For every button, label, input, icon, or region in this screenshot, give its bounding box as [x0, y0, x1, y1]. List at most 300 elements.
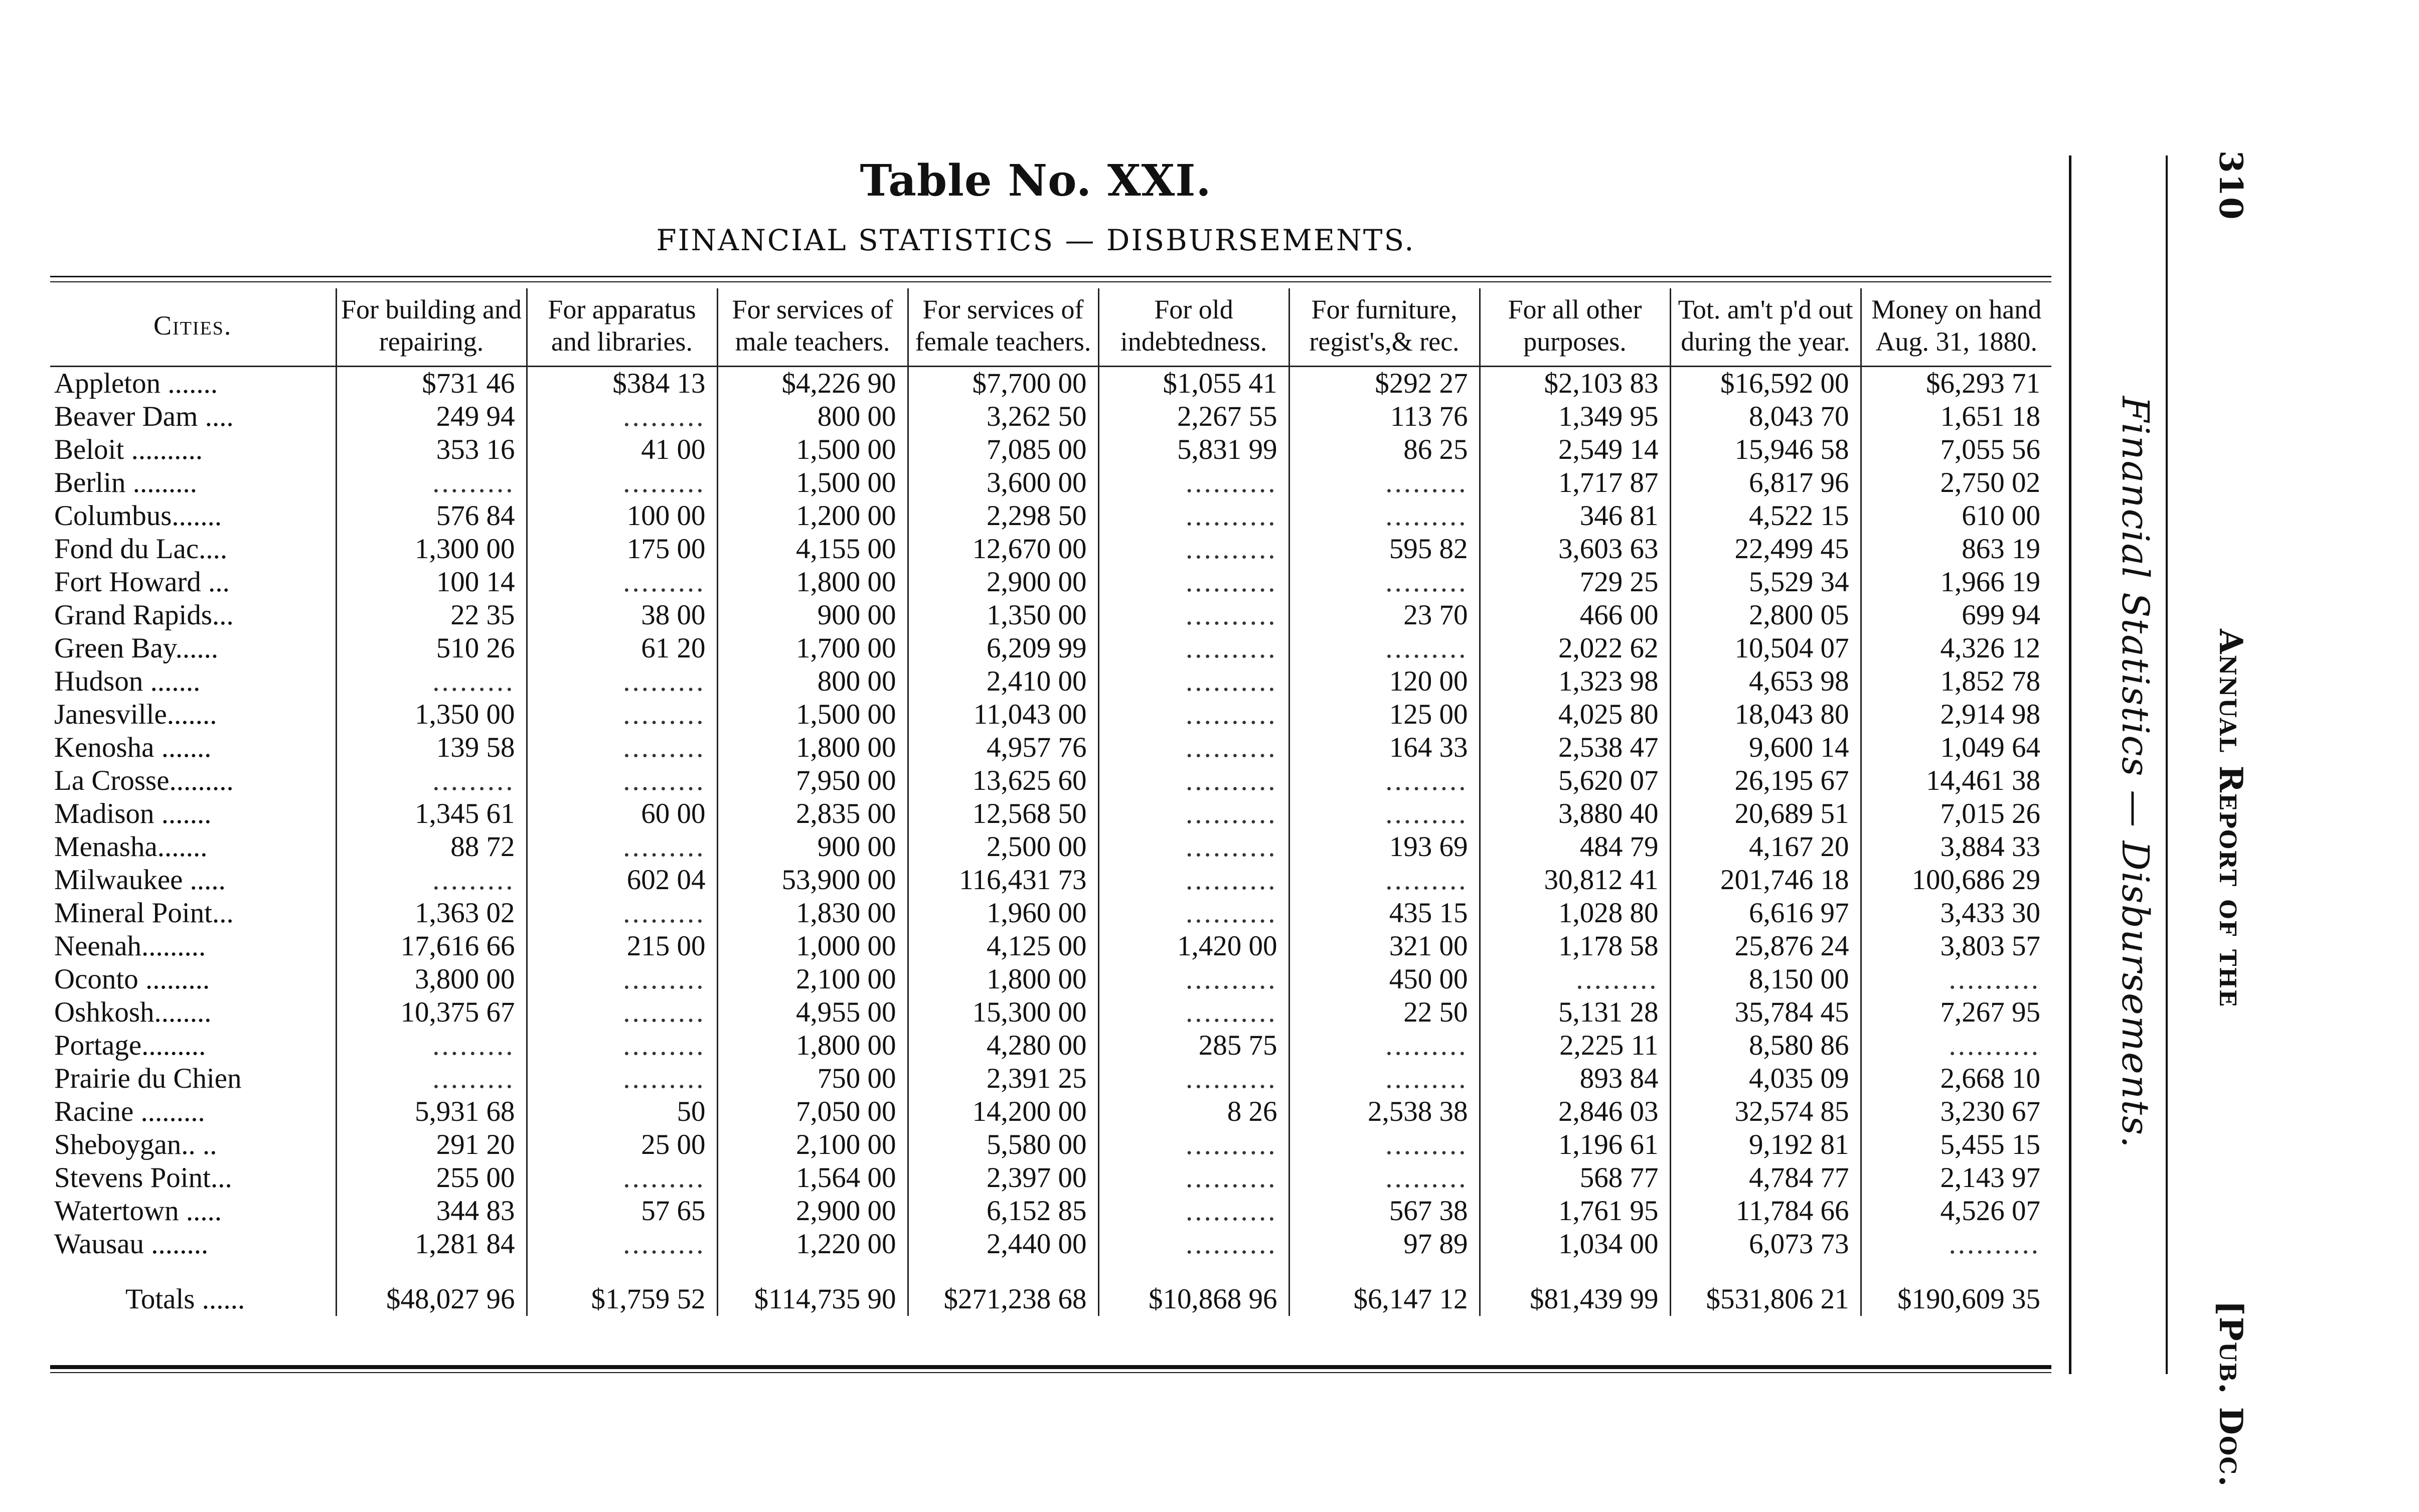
- amount-cell: .........: [1289, 797, 1480, 830]
- amount-cell: 2,225 11: [1480, 1029, 1670, 1062]
- amount-cell: 1,800 00: [717, 566, 908, 599]
- amount-cell: 3,433 30: [1861, 897, 2051, 930]
- amount-cell: 1,363 02: [336, 897, 527, 930]
- amount-cell: 4,155 00: [717, 533, 908, 566]
- table-bottom-rule: [50, 1365, 2051, 1369]
- amount-cell: 1,000 00: [717, 930, 908, 963]
- amount-cell: 1,345 61: [336, 797, 527, 830]
- amount-cell: 113 76: [1289, 400, 1480, 433]
- spacer-cell: [336, 1261, 527, 1278]
- amount-cell: 7,015 26: [1861, 797, 2051, 830]
- amount-cell: .........: [527, 963, 717, 996]
- city-name-cell: La Crosse.........: [54, 765, 234, 796]
- amount-cell: 4,784 77: [1670, 1161, 1861, 1195]
- amount-cell: 1,800 00: [717, 1029, 908, 1062]
- amount-cell: ..........: [1098, 731, 1289, 764]
- total-amount-cell: $6,147 12: [1289, 1278, 1480, 1316]
- amount-cell: 255 00: [336, 1161, 527, 1195]
- spacer-row: [50, 1261, 2051, 1278]
- amount-cell: 863 19: [1861, 533, 2051, 566]
- amount-cell: 800 00: [717, 400, 908, 433]
- amount-cell: 800 00: [717, 665, 908, 698]
- table-row: [50, 930, 2051, 963]
- amount-cell: 120 00: [1289, 665, 1480, 698]
- amount-cell: 1,281 84: [336, 1228, 527, 1261]
- total-amount-cell: $1,759 52: [527, 1278, 717, 1316]
- amount-cell: .........: [336, 466, 527, 499]
- city-name-cell: Kenosha .......: [54, 732, 212, 763]
- amount-cell: .........: [527, 1161, 717, 1195]
- amount-cell: 6,152 85: [908, 1195, 1098, 1228]
- amount-cell: 2,143 97: [1861, 1161, 2051, 1195]
- table-row: [50, 996, 2051, 1029]
- amount-cell: ..........: [1861, 1029, 2051, 1062]
- amount-cell: 38 00: [527, 599, 717, 632]
- amount-cell: 7,950 00: [717, 764, 908, 797]
- amount-cell: 86 25: [1289, 433, 1480, 466]
- amount-cell: .........: [336, 1029, 527, 1062]
- amount-cell: $16,592 00: [1670, 367, 1861, 401]
- amount-cell: 8,580 86: [1670, 1029, 1861, 1062]
- table-row: [50, 599, 2051, 632]
- amount-cell: 7,085 00: [908, 433, 1098, 466]
- amount-cell: 18,043 80: [1670, 698, 1861, 731]
- table-row: [50, 731, 2051, 764]
- amount-cell: 576 84: [336, 499, 527, 533]
- margin-rule-outer: [2166, 155, 2168, 1374]
- city-name-cell: Appleton .......: [54, 368, 218, 399]
- city-name-cell: Menasha.......: [54, 831, 208, 863]
- amount-cell: 346 81: [1480, 499, 1670, 533]
- amount-cell: .........: [336, 864, 527, 897]
- amount-cell: 6,209 99: [908, 632, 1098, 665]
- amount-cell: 435 15: [1289, 897, 1480, 930]
- city-name-cell: Columbus.......: [54, 500, 222, 532]
- amount-cell: 22 35: [336, 599, 527, 632]
- amount-cell: 1,196 61: [1480, 1128, 1670, 1161]
- amount-cell: 2,538 47: [1480, 731, 1670, 764]
- table-row: [50, 466, 2051, 499]
- amount-cell: 2,750 02: [1861, 466, 2051, 499]
- amount-cell: 10,504 07: [1670, 632, 1861, 665]
- amount-cell: 5,529 34: [1670, 566, 1861, 599]
- amount-cell: 23 70: [1289, 599, 1480, 632]
- amount-cell: 1,034 00: [1480, 1228, 1670, 1261]
- table-row: [50, 1128, 2051, 1161]
- amount-cell: 2,846 03: [1480, 1095, 1670, 1128]
- amount-cell: ..........: [1098, 1195, 1289, 1228]
- amount-cell: 1,350 00: [908, 599, 1098, 632]
- amount-cell: .........: [336, 1062, 527, 1095]
- amount-cell: 35,784 45: [1670, 996, 1861, 1029]
- amount-cell: ..........: [1098, 466, 1289, 499]
- amount-cell: 2,800 05: [1670, 599, 1861, 632]
- amount-cell: 3,600 00: [908, 466, 1098, 499]
- amount-cell: 100 00: [527, 499, 717, 533]
- city-name-cell: Beloit ..........: [54, 434, 203, 465]
- amount-cell: 2,900 00: [908, 566, 1098, 599]
- amount-cell: 1,349 95: [1480, 400, 1670, 433]
- amount-cell: 13,625 60: [908, 764, 1098, 797]
- amount-cell: 2,100 00: [717, 963, 908, 996]
- amount-cell: 2,549 14: [1480, 433, 1670, 466]
- city-name-cell: Milwaukee .....: [54, 864, 226, 896]
- amount-cell: 17,616 66: [336, 930, 527, 963]
- amount-cell: 450 00: [1289, 963, 1480, 996]
- city-name-cell: Racine .........: [54, 1096, 205, 1127]
- amount-cell: ..........: [1098, 1128, 1289, 1161]
- amount-cell: 32,574 85: [1670, 1095, 1861, 1128]
- amount-cell: 1,028 80: [1480, 897, 1670, 930]
- amount-cell: 60 00: [527, 797, 717, 830]
- amount-cell: .........: [527, 897, 717, 930]
- amount-cell: ..........: [1098, 533, 1289, 566]
- table-row: [50, 698, 2051, 731]
- amount-cell: 1,830 00: [717, 897, 908, 930]
- amount-cell: 5,831 99: [1098, 433, 1289, 466]
- amount-cell: 4,025 80: [1480, 698, 1670, 731]
- table-row: [50, 764, 2051, 797]
- amount-cell: 164 33: [1289, 731, 1480, 764]
- amount-cell: 201,746 18: [1670, 864, 1861, 897]
- amount-cell: .........: [527, 698, 717, 731]
- spacer-cell: [1098, 1261, 1289, 1278]
- amount-cell: 1,800 00: [908, 963, 1098, 996]
- amount-cell: 2,298 50: [908, 499, 1098, 533]
- amount-cell: 4,125 00: [908, 930, 1098, 963]
- city-name-cell: Fort Howard ...: [54, 566, 230, 598]
- column-header-cities: Cities.: [50, 288, 336, 367]
- amount-cell: .........: [527, 466, 717, 499]
- amount-cell: 1,500 00: [717, 433, 908, 466]
- amount-cell: 1,323 98: [1480, 665, 1670, 698]
- column-header: For building and repairing.: [336, 288, 527, 367]
- amount-cell: 4,957 76: [908, 731, 1098, 764]
- amount-cell: 1,800 00: [717, 731, 908, 764]
- doc-marker: [Pub. Doc.: [2212, 1300, 2249, 1488]
- amount-cell: 2,538 38: [1289, 1095, 1480, 1128]
- amount-cell: 893 84: [1480, 1062, 1670, 1095]
- amount-cell: ..........: [1098, 996, 1289, 1029]
- table-row: [50, 566, 2051, 599]
- amount-cell: 4,280 00: [908, 1029, 1098, 1062]
- amount-cell: 4,955 00: [717, 996, 908, 1029]
- amount-cell: 510 26: [336, 632, 527, 665]
- amount-cell: 15,300 00: [908, 996, 1098, 1029]
- amount-cell: 11,784 66: [1670, 1195, 1861, 1228]
- amount-cell: 484 79: [1480, 830, 1670, 864]
- amount-cell: 175 00: [527, 533, 717, 566]
- table-row: [50, 433, 2051, 466]
- amount-cell: 2,900 00: [717, 1195, 908, 1228]
- table-row: [50, 367, 2051, 401]
- amount-cell: 53,900 00: [717, 864, 908, 897]
- amount-cell: 2,835 00: [717, 797, 908, 830]
- amount-cell: $7,700 00: [908, 367, 1098, 401]
- amount-cell: 5,620 07: [1480, 764, 1670, 797]
- amount-cell: ..........: [1098, 864, 1289, 897]
- amount-cell: 4,653 98: [1670, 665, 1861, 698]
- amount-cell: .........: [527, 1228, 717, 1261]
- amount-cell: .........: [527, 996, 717, 1029]
- amount-cell: 568 77: [1480, 1161, 1670, 1195]
- amount-cell: 321 00: [1289, 930, 1480, 963]
- city-name-cell: Madison .......: [54, 798, 212, 829]
- amount-cell: 1,420 00: [1098, 930, 1289, 963]
- spacer-cell: [527, 1261, 717, 1278]
- amount-cell: 6,073 73: [1670, 1228, 1861, 1261]
- amount-cell: 3,800 00: [336, 963, 527, 996]
- amount-cell: .........: [527, 400, 717, 433]
- amount-cell: 1,500 00: [717, 698, 908, 731]
- amount-cell: $6,293 71: [1861, 367, 2051, 401]
- city-name-cell: Prairie du Chien: [54, 1063, 242, 1094]
- amount-cell: 5,580 00: [908, 1128, 1098, 1161]
- amount-cell: 1,651 18: [1861, 400, 2051, 433]
- amount-cell: 567 38: [1289, 1195, 1480, 1228]
- amount-cell: 3,880 40: [1480, 797, 1670, 830]
- table-row: [50, 830, 2051, 864]
- spacer-cell: [908, 1261, 1098, 1278]
- city-name-cell: Portage.........: [54, 1030, 206, 1061]
- amount-cell: ..........: [1098, 1228, 1289, 1261]
- amount-cell: ..........: [1098, 698, 1289, 731]
- amount-cell: 2,440 00: [908, 1228, 1098, 1261]
- city-name-cell: Hudson .......: [54, 665, 201, 697]
- column-header: For apparatus and libraries.: [527, 288, 717, 367]
- amount-cell: ..........: [1098, 1161, 1289, 1195]
- table-row: [50, 797, 2051, 830]
- amount-cell: 25 00: [527, 1128, 717, 1161]
- amount-cell: $2,103 83: [1480, 367, 1670, 401]
- amount-cell: 2,914 98: [1861, 698, 2051, 731]
- amount-cell: 4,326 12: [1861, 632, 2051, 665]
- totals-row: [50, 1278, 2051, 1316]
- amount-cell: 3,603 63: [1480, 533, 1670, 566]
- amount-cell: .........: [1289, 566, 1480, 599]
- amount-cell: 1,717 87: [1480, 466, 1670, 499]
- amount-cell: 7,267 95: [1861, 996, 2051, 1029]
- table-title: Table No. XXI.: [860, 155, 1212, 206]
- city-name-cell: Stevens Point...: [54, 1162, 232, 1194]
- amount-cell: 602 04: [527, 864, 717, 897]
- amount-cell: 2,500 00: [908, 830, 1098, 864]
- amount-cell: 22,499 45: [1670, 533, 1861, 566]
- amount-cell: 12,670 00: [908, 533, 1098, 566]
- table-row: [50, 897, 2051, 930]
- amount-cell: 61 20: [527, 632, 717, 665]
- amount-cell: 14,200 00: [908, 1095, 1098, 1128]
- city-name-cell: Oconto .........: [54, 963, 210, 995]
- amount-cell: .........: [1480, 963, 1670, 996]
- city-name-cell: Grand Rapids...: [54, 599, 234, 631]
- amount-cell: 100,686 29: [1861, 864, 2051, 897]
- spacer-cell: [717, 1261, 908, 1278]
- amount-cell: $1,055 41: [1098, 367, 1289, 401]
- table-row: [50, 864, 2051, 897]
- amount-cell: 4,167 20: [1670, 830, 1861, 864]
- margin-rule: [2069, 155, 2071, 1374]
- spacer-cell: [1861, 1261, 2051, 1278]
- amount-cell: 193 69: [1289, 830, 1480, 864]
- amount-cell: 1,852 78: [1861, 665, 2051, 698]
- amount-cell: 9,192 81: [1670, 1128, 1861, 1161]
- total-amount-cell: $48,027 96: [336, 1278, 527, 1316]
- column-header: For furniture, regist's,& rec.: [1289, 288, 1480, 367]
- table-row: [50, 400, 2051, 433]
- amount-cell: .........: [1289, 1161, 1480, 1195]
- amount-cell: 1,500 00: [717, 466, 908, 499]
- amount-cell: .........: [527, 566, 717, 599]
- spacer-cell: [1670, 1261, 1861, 1278]
- table-row: [50, 1195, 2051, 1228]
- amount-cell: 3,803 57: [1861, 930, 2051, 963]
- amount-cell: 116,431 73: [908, 864, 1098, 897]
- amount-cell: ..........: [1098, 797, 1289, 830]
- amount-cell: 2,410 00: [908, 665, 1098, 698]
- amount-cell: $292 27: [1289, 367, 1480, 401]
- amount-cell: 1,960 00: [908, 897, 1098, 930]
- amount-cell: 14,461 38: [1861, 764, 2051, 797]
- table-subtitle: FINANCIAL STATISTICS — DISBURSEMENTS.: [656, 223, 1415, 257]
- total-amount-cell: $114,735 90: [717, 1278, 908, 1316]
- amount-cell: 1,350 00: [336, 698, 527, 731]
- amount-cell: 4,035 09: [1670, 1062, 1861, 1095]
- amount-cell: .........: [527, 830, 717, 864]
- amount-cell: 9,600 14: [1670, 731, 1861, 764]
- amount-cell: 1,049 64: [1861, 731, 2051, 764]
- table-row: [50, 963, 2051, 996]
- total-amount-cell: $271,238 68: [908, 1278, 1098, 1316]
- amount-cell: ..........: [1861, 963, 2051, 996]
- amount-cell: 2,397 00: [908, 1161, 1098, 1195]
- disbursements-table: [50, 288, 2051, 1316]
- amount-cell: 26,195 67: [1670, 764, 1861, 797]
- city-name-cell: Beaver Dam ....: [54, 401, 234, 432]
- amount-cell: ..........: [1098, 1062, 1289, 1095]
- amount-cell: 10,375 67: [336, 996, 527, 1029]
- running-title: Financial Statistics — Disbursements.: [2114, 396, 2157, 1149]
- amount-cell: 699 94: [1861, 599, 2051, 632]
- table-row: [50, 499, 2051, 533]
- totals-label: Totals ......: [125, 1283, 245, 1315]
- amount-cell: 6,817 96: [1670, 466, 1861, 499]
- amount-cell: 466 00: [1480, 599, 1670, 632]
- amount-cell: .........: [1289, 499, 1480, 533]
- amount-cell: $4,226 90: [717, 367, 908, 401]
- amount-cell: 4,526 07: [1861, 1195, 2051, 1228]
- amount-cell: 900 00: [717, 599, 908, 632]
- column-header: For old indebtedness.: [1098, 288, 1289, 367]
- amount-cell: 139 58: [336, 731, 527, 764]
- city-name-cell: Berlin .........: [54, 467, 197, 498]
- city-name-cell: Sheboygan.. ..: [54, 1129, 217, 1160]
- amount-cell: 125 00: [1289, 698, 1480, 731]
- amount-cell: .........: [1289, 632, 1480, 665]
- column-header: Tot. am't p'd out during the year.: [1670, 288, 1861, 367]
- city-name-cell: Fond du Lac....: [54, 533, 228, 565]
- amount-cell: 100 14: [336, 566, 527, 599]
- amount-cell: .........: [1289, 1062, 1480, 1095]
- amount-cell: 4,522 15: [1670, 499, 1861, 533]
- amount-cell: ..........: [1098, 632, 1289, 665]
- table-row: [50, 1161, 2051, 1195]
- amount-cell: 25,876 24: [1670, 930, 1861, 963]
- report-header: Annual Report of the: [2212, 628, 2249, 1008]
- amount-cell: 41 00: [527, 433, 717, 466]
- table-row: [50, 665, 2051, 698]
- amount-cell: 50: [527, 1095, 717, 1128]
- amount-cell: ..........: [1098, 665, 1289, 698]
- amount-cell: 5,131 28: [1480, 996, 1670, 1029]
- page-number: 310: [2212, 150, 2249, 221]
- amount-cell: 12,568 50: [908, 797, 1098, 830]
- column-header: For services of female teachers.: [908, 288, 1098, 367]
- amount-cell: 729 25: [1480, 566, 1670, 599]
- amount-cell: 15,946 58: [1670, 433, 1861, 466]
- total-amount-cell: $190,609 35: [1861, 1278, 2051, 1316]
- amount-cell: .........: [336, 665, 527, 698]
- amount-cell: 11,043 00: [908, 698, 1098, 731]
- amount-cell: .........: [336, 764, 527, 797]
- amount-cell: 2,100 00: [717, 1128, 908, 1161]
- amount-cell: 20,689 51: [1670, 797, 1861, 830]
- table-body: [50, 367, 2051, 1316]
- total-amount-cell: $531,806 21: [1670, 1278, 1861, 1316]
- amount-cell: 2,267 55: [1098, 400, 1289, 433]
- amount-cell: 1,200 00: [717, 499, 908, 533]
- amount-cell: .........: [1289, 864, 1480, 897]
- amount-cell: 8,043 70: [1670, 400, 1861, 433]
- amount-cell: ..........: [1098, 830, 1289, 864]
- amount-cell: 610 00: [1861, 499, 2051, 533]
- table-row: [50, 1029, 2051, 1062]
- amount-cell: 6,616 97: [1670, 897, 1861, 930]
- city-name-cell: Janesville.......: [54, 699, 217, 730]
- amount-cell: .........: [1289, 1128, 1480, 1161]
- amount-cell: ..........: [1861, 1228, 2051, 1261]
- table-row: [50, 1228, 2051, 1261]
- amount-cell: ..........: [1098, 764, 1289, 797]
- amount-cell: 3,262 50: [908, 400, 1098, 433]
- amount-cell: .........: [1289, 1029, 1480, 1062]
- spacer-cell: [50, 1261, 336, 1278]
- amount-cell: 2,391 25: [908, 1062, 1098, 1095]
- amount-cell: ..........: [1098, 963, 1289, 996]
- amount-cell: 5,455 15: [1861, 1128, 2051, 1161]
- amount-cell: 8,150 00: [1670, 963, 1861, 996]
- amount-cell: 1,220 00: [717, 1228, 908, 1261]
- amount-cell: 595 82: [1289, 533, 1480, 566]
- amount-cell: $731 46: [336, 367, 527, 401]
- amount-cell: 1,178 58: [1480, 930, 1670, 963]
- amount-cell: .........: [527, 665, 717, 698]
- city-name-cell: Wausau ........: [54, 1228, 209, 1260]
- column-header: For all other purposes.: [1480, 288, 1670, 367]
- column-header: For services of male teachers.: [717, 288, 908, 367]
- amount-cell: 30,812 41: [1480, 864, 1670, 897]
- amount-cell: ..........: [1098, 499, 1289, 533]
- table-row: [50, 1095, 2051, 1128]
- amount-cell: 5,931 68: [336, 1095, 527, 1128]
- amount-cell: 215 00: [527, 930, 717, 963]
- amount-cell: ..........: [1098, 897, 1289, 930]
- city-name-cell: Oshkosh........: [54, 996, 212, 1028]
- amount-cell: 1,966 19: [1861, 566, 2051, 599]
- amount-cell: ..........: [1098, 566, 1289, 599]
- amount-cell: 353 16: [336, 433, 527, 466]
- amount-cell: 750 00: [717, 1062, 908, 1095]
